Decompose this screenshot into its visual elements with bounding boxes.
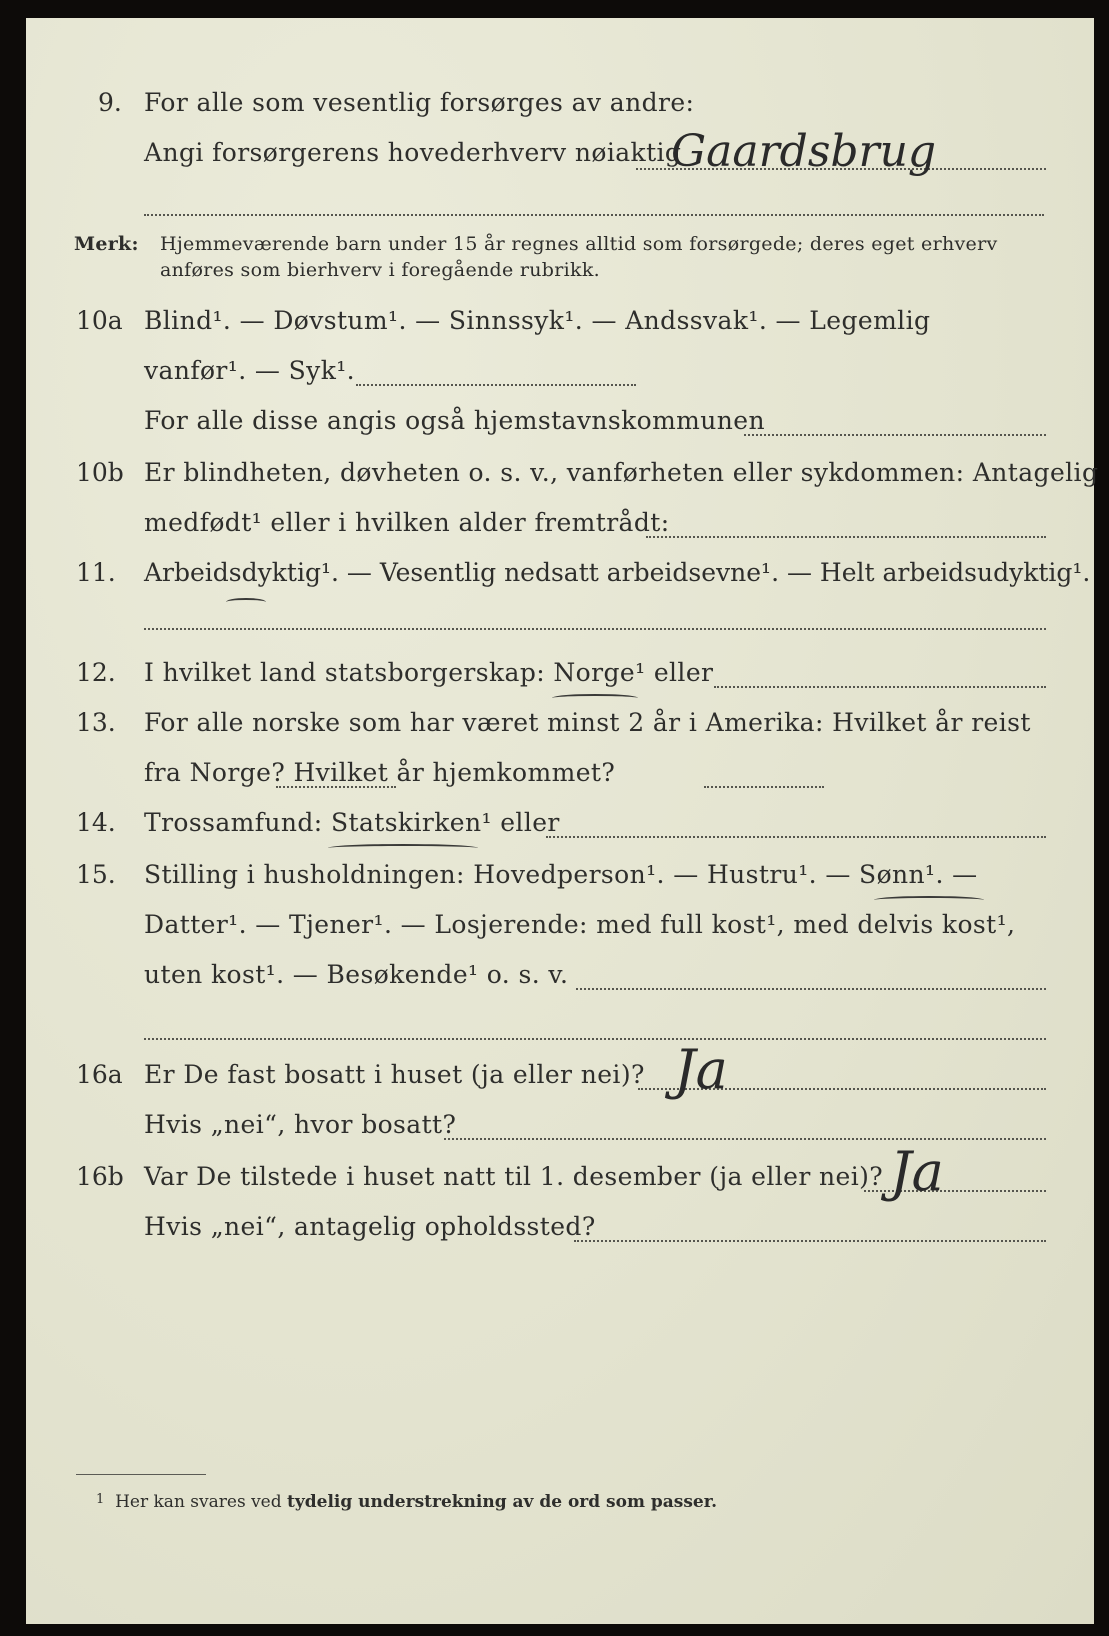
answer-line: [276, 786, 396, 788]
item-9-line1: For alle som vesentlig forsørges av andre:: [144, 88, 695, 117]
answer-line: [574, 1240, 1046, 1242]
item-10a-line3: For alle disse angis også hjemstavnskommunen: [144, 406, 765, 435]
item-10b-number: 10b: [76, 458, 124, 487]
answer-line: [144, 628, 1046, 630]
note-line2: anføres som bierhverv i foregående rubrikk.: [160, 259, 600, 281]
item-15-line1: Stilling i husholdningen: Hovedperson¹. — Hustru¹. — Sønn¹. —: [144, 860, 978, 889]
answer-line: [704, 786, 824, 788]
item-13-line1: For alle norske som har været minst 2 år i Amerika: Hvilket år reist: [144, 708, 1031, 737]
footnote-marker: 1: [96, 1492, 105, 1507]
item-13-number: 13.: [76, 708, 116, 737]
item-12-line1: I hvilket land statsborgerskap: Norge¹ eller: [144, 658, 714, 687]
item-13-line2: fra Norge? Hvilket år hjemkommet?: [144, 758, 616, 787]
item-16a-number: 16a: [76, 1060, 123, 1089]
handwritten-underline: [552, 694, 638, 702]
footnote-text: [96, 1492, 717, 1512]
handwritten-underline: [226, 598, 266, 606]
answer-line: [576, 988, 1046, 990]
answer-line: [744, 434, 1046, 436]
item-11-number: 11.: [76, 558, 116, 587]
item-15-number: 15.: [76, 860, 116, 889]
answer-line: [144, 1038, 1046, 1040]
item-15-line3: uten kost¹. — Besøkende¹ o. s. v.: [144, 960, 569, 989]
item-10a-line1: Blind¹. — Døvstum¹. — Sinnssyk¹. — Andssvak¹. — Legemlig: [144, 306, 931, 335]
item-14-number: 14.: [76, 808, 116, 837]
item-11-line1: Arbeidsdyktig¹. — Vesentlig nedsatt arbeidsevne¹. — Helt arbeidsudyktig¹.: [144, 558, 1091, 587]
footnote-part2: tydelig understrekning av de ord som passer.: [287, 1492, 718, 1512]
handwritten-answer-16b: Ja: [890, 1140, 944, 1203]
handwritten-underline: [328, 844, 478, 852]
footnote-rule: [76, 1474, 206, 1475]
footnote-part1: Her kan svares ved: [115, 1492, 282, 1512]
item-16a-line1: Er De fast bosatt i huset (ja eller nei)?: [144, 1060, 645, 1089]
handwritten-answer-16a: Ja: [674, 1038, 728, 1101]
item-15-line2: Datter¹. — Tjener¹. — Losjerende: med full kost¹, med delvis kost¹,: [144, 910, 1016, 939]
item-9-number: 9.: [98, 88, 122, 117]
answer-line: [646, 536, 1046, 538]
item-16b-line2: Hvis „nei“, antagelig opholdssted?: [144, 1212, 596, 1241]
answer-line: [356, 384, 636, 386]
note-label: Merk:: [74, 233, 139, 255]
item-10b-line2: medfødt¹ eller i hvilken alder fremtrådt:: [144, 508, 670, 537]
item-10a-line2: vanfør¹. — Syk¹.: [144, 356, 356, 385]
item-16b-line1: Var De tilstede i huset natt til 1. desember (ja eller nei)?: [144, 1162, 884, 1191]
item-16b-number: 16b: [76, 1162, 124, 1191]
item-16a-line2: Hvis „nei“, hvor bosatt?: [144, 1110, 457, 1139]
answer-line: [546, 836, 1046, 838]
item-9-line2: Angi forsørgerens hovederhverv nøiaktig: [144, 138, 682, 167]
census-form-page: [26, 18, 1099, 1624]
answer-line: [714, 686, 1046, 688]
handwritten-occupation: Gaardsbrug: [671, 126, 937, 177]
item-10b-line1: Er blindheten, døvheten o. s. v., vanførheten eller sykdommen: Antagelig: [144, 458, 1099, 487]
note-line1: Hjemmeværende barn under 15 år regnes alltid som forsørgede; deres eget erhverv: [160, 233, 998, 255]
item-10a-number: 10a: [76, 306, 123, 335]
item-12-number: 12.: [76, 658, 116, 687]
handwritten-underline: [874, 896, 984, 904]
item-14-line1: Trossamfund: Statskirken¹ eller: [144, 808, 560, 837]
answer-line: [144, 214, 1044, 216]
answer-line: [444, 1138, 1046, 1140]
